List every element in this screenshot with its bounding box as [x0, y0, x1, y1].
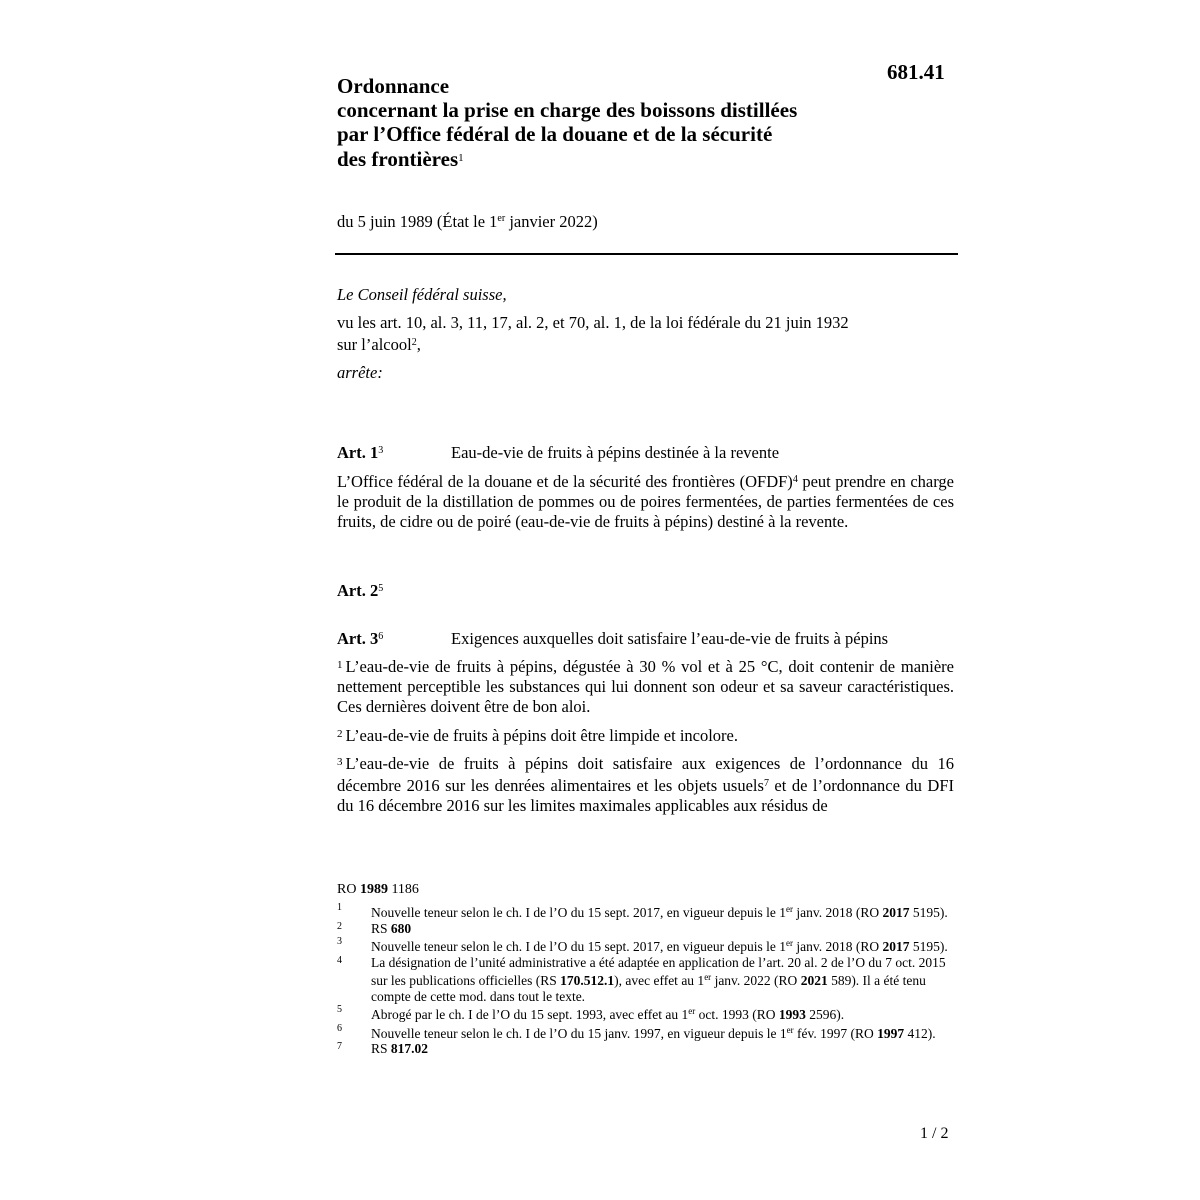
header-divider [335, 253, 958, 255]
article-3-heading: Art. $3^6$ Exigences auxquelles doit satisfaire l’eau-de-vie de fruits à pépins [337, 629, 889, 648]
footnote-ref[interactable]: 3 [378, 445, 384, 456]
article-3-paragraph-1: $^1$ L’eau-de-vie de fruits à pépins, dégustée à 30 % vol et à 25 °C, doit contenir de manière nettement perceptible les substances qui lui donnent son odeur et sa saveur caractéristiques. Ces dernières doivent être de bon aloi. [337, 657, 954, 716]
footnote-ref[interactable]: 4 [792, 474, 798, 485]
document-number: 681.41 [887, 60, 945, 84]
decree-line: arrête: [337, 363, 383, 382]
article-2-heading: Art. $2^5$ [337, 581, 384, 600]
footnote-item: 7 RS 817.02 [337, 1041, 429, 1056]
title-line: par l’Office fédéral de la douane et de la sécurité [337, 122, 773, 146]
article-1-heading: Art. $1^3$ Eau-de-vie de fruits à pépins destinée à la revente [337, 443, 780, 462]
title-line: des frontières$^1$ [337, 147, 464, 171]
article-title: Eau-de-vie de fruits à pépins destinée à la revente [451, 443, 780, 462]
footnotes-list [337, 902, 957, 1057]
article-title: Exigences auxquelles doit satisfaire l’eau-de-vie de fruits à pépins [451, 629, 889, 648]
footnote-item: 5 Abrogé par le ch. I de l’O du 15 sept. 1993, avec effet au 1er oct. 1993 (RO 1993 2596). [337, 1004, 845, 1022]
footnote-ref[interactable]: 1 [458, 152, 464, 164]
footnote-item: 2 RS 680 [337, 920, 412, 936]
legal-basis: vu les art. 10, al. 3, 11, 17, al. 2, et 70, al. 1, de la loi fédérale du 21 juin 1932 sur l’alcool$^2$, [337, 313, 849, 354]
preamble [337, 285, 954, 391]
document-title [337, 74, 897, 171]
title-line: Ordonnance [337, 74, 450, 98]
title-line: concernant la prise en charge des boissons distillées [337, 98, 798, 122]
footnote-ref[interactable]: 6 [378, 631, 384, 642]
article-1-text: L’Office fédéral de la douane et de la sécurité des frontières (OFDF)$^4$ peut prendre en charge le produit de la distillation de pommes ou de poires fermentées, de parties fermentées de ces fruits, de cidre ou de poiré (eau-de-vie de fruits à pépins) destiné à la revente. [337, 472, 954, 531]
source-reference: RO 1989 1186 [337, 882, 419, 897]
article-3-paragraph-3: $^3$ L’eau-de-vie de fruits à pépins doit satisfaire aux exigences de l’ordonnance du 16 décembre 2016 sur les denrées alimentaires et les objets usuels$^7$ et de l’ordonnance du DFI du 16 décembre 2016 sur les limites maximales applicables aux résidus de [337, 754, 954, 815]
article-3-paragraph-2: $^2$ L’eau-de-vie de fruits à pépins doit être limpide et incolore. [337, 726, 739, 745]
footnote-ref[interactable]: 2 [411, 337, 417, 348]
footnote-item: 6 Nouvelle teneur selon le ch. I de l’O du 15 janv. 1997, en vigueur depuis le 1er fév. 1997 (RO 1997 412). [337, 1022, 936, 1041]
document-date: du 5 juin 1989 (État le 1er janvier 2022) [337, 212, 598, 231]
council-line: Le Conseil fédéral suisse, [337, 285, 507, 304]
footnote-ref[interactable]: 7 [763, 778, 769, 789]
footnote-item: 3 Nouvelle teneur selon le ch. I de l’O du 15 sept. 2017, en vigueur depuis le 1er janv. 2018 (RO 2017 5195). [337, 936, 948, 954]
footnote-item: 1 Nouvelle teneur selon le ch. I de l’O du 15 sept. 2017, en vigueur depuis le 1er janv. 2018 (RO 2017 5195). [337, 902, 948, 920]
page-number: 1 / 2 [920, 1125, 949, 1142]
footnote-ref[interactable]: 5 [378, 583, 384, 594]
footnote-item: 4 La désignation de l’unité administrative a été adaptée en application de l’art. 20 al. 2 de l’O du 7 oct. 2015 sur les publications officielles (RS 170.512.1), avec effet au 1er janv. 2022 (RO 2021 589). Il a été tenu compte de cette mod. dans tout le texte. [337, 954, 946, 1004]
